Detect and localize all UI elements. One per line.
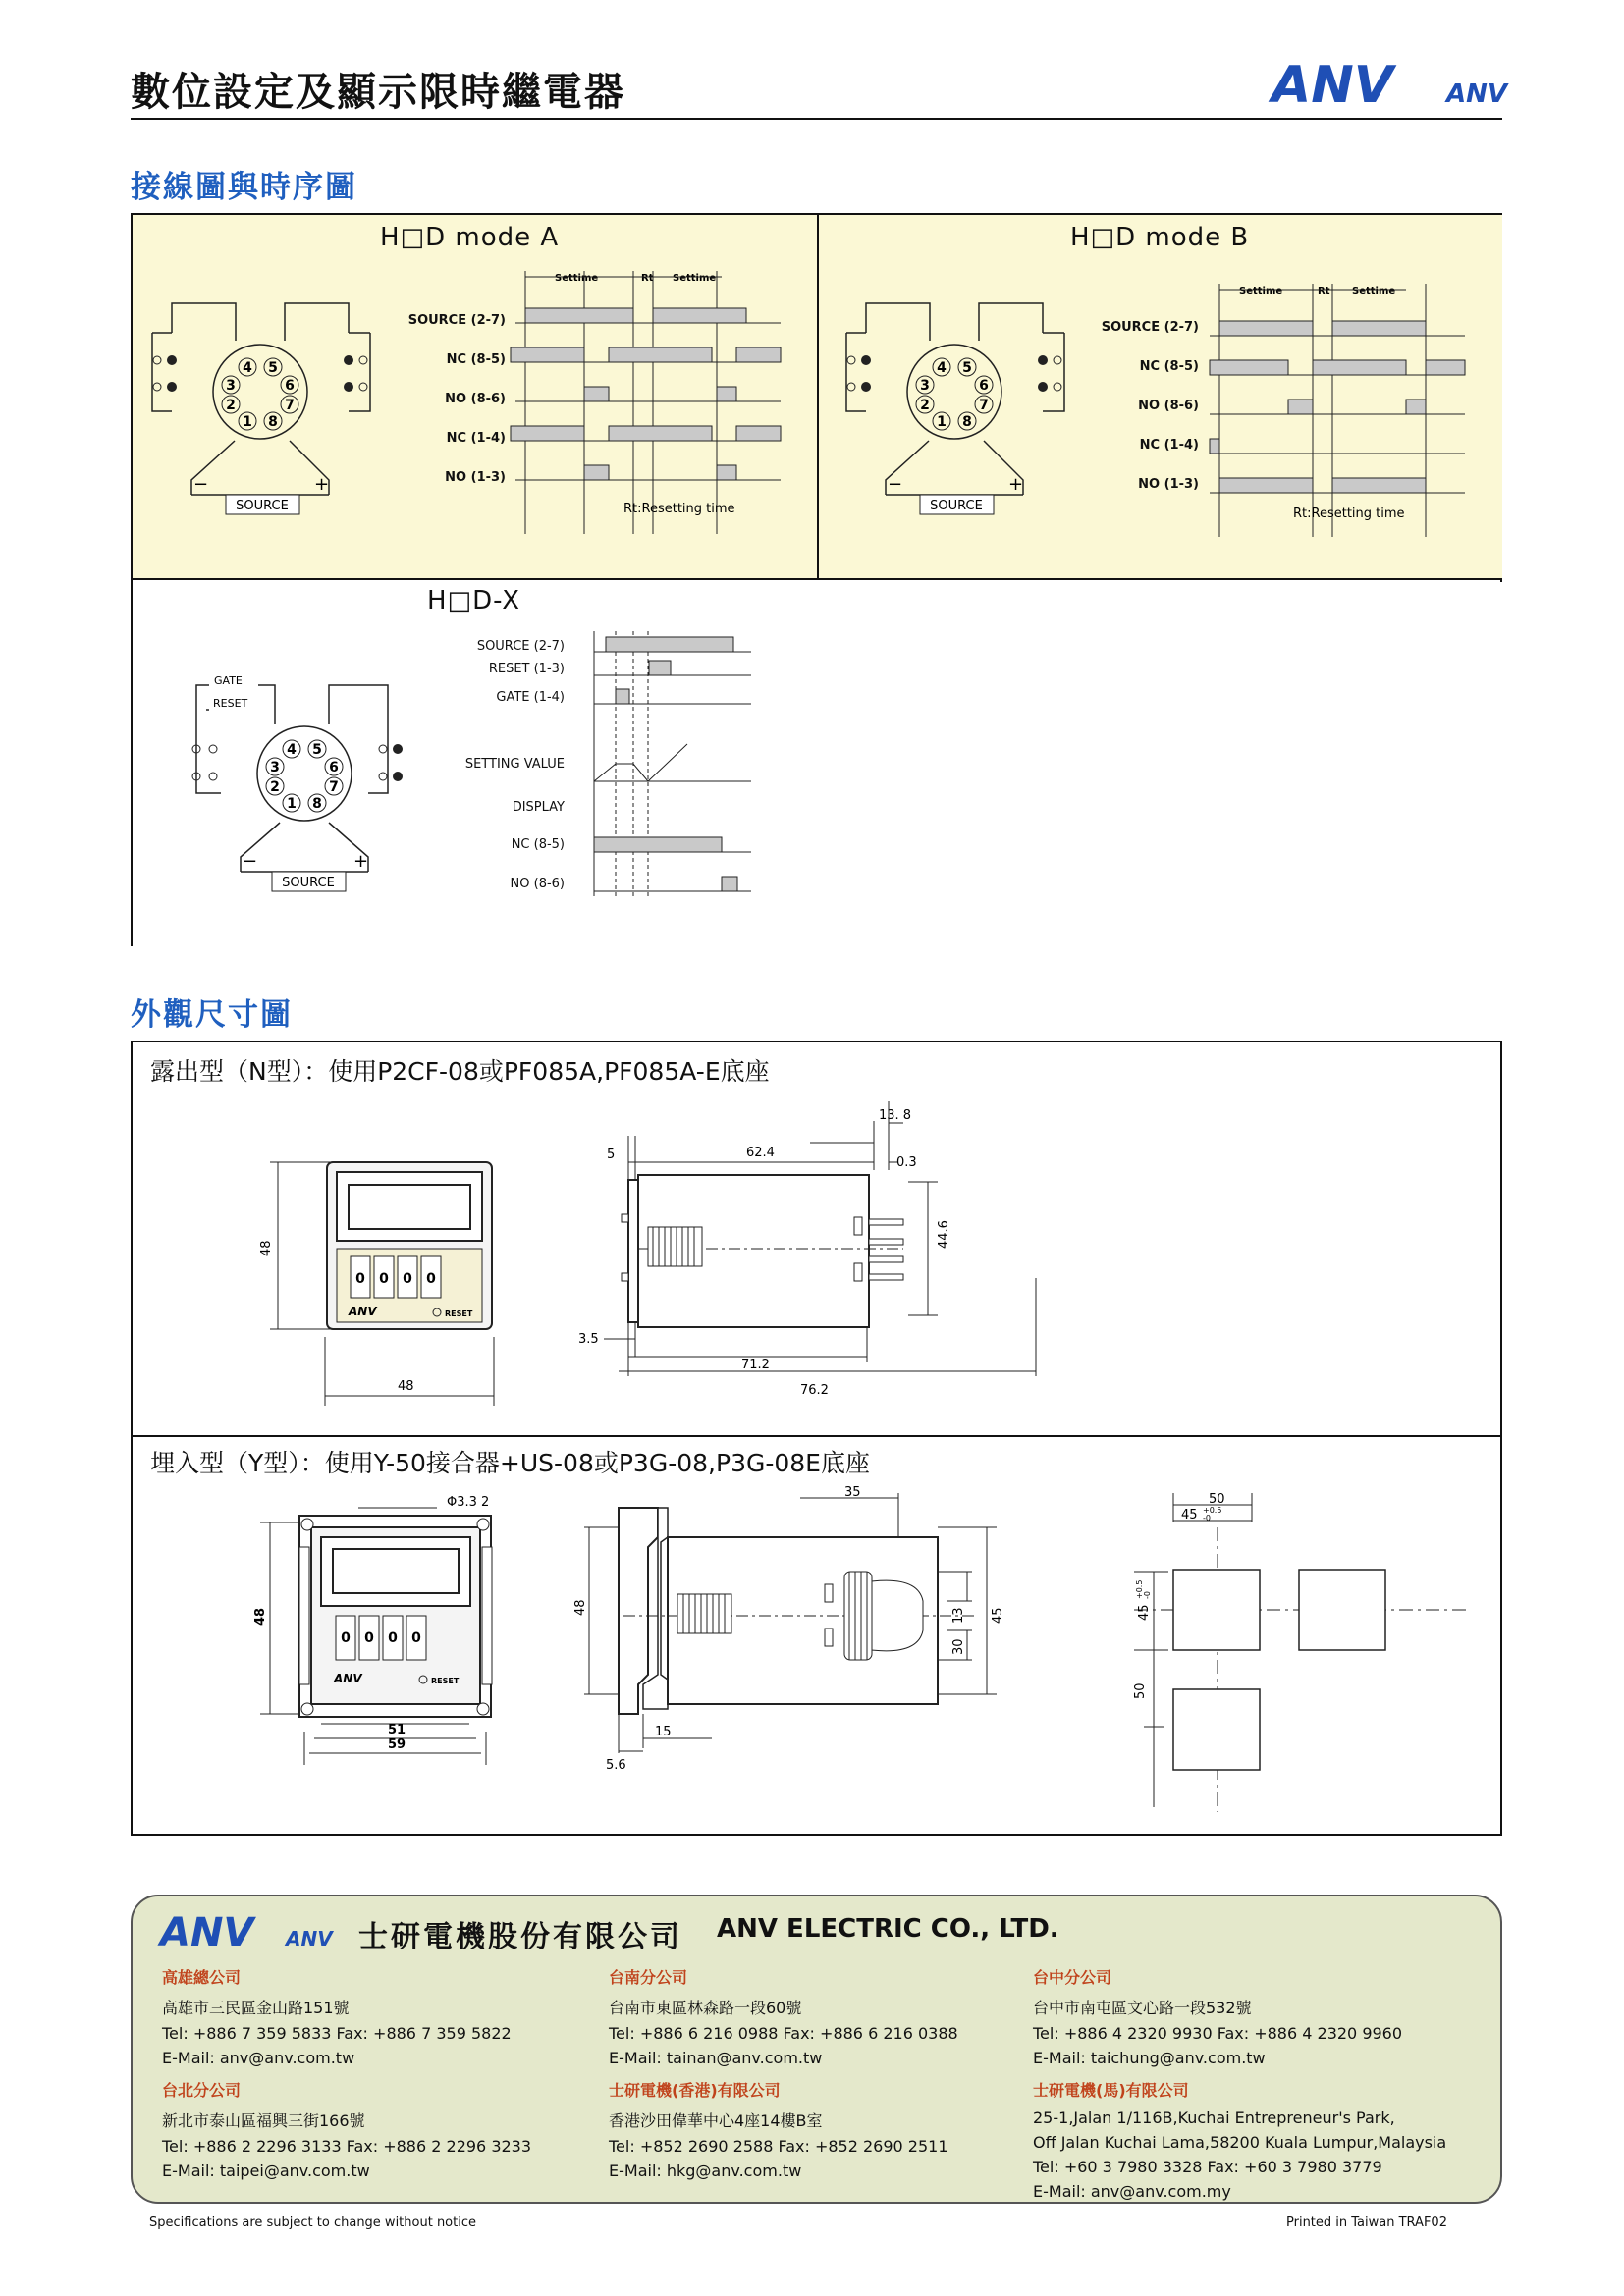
mode-a-source-label: SOURCE: [236, 499, 289, 513]
branch-tainan: [609, 1965, 958, 2067]
svg-text:0: 0: [355, 1271, 365, 1287]
mode-a-note: Rt:Resetting time: [623, 502, 735, 516]
branch-hongkong: [609, 2078, 948, 2180]
type-y-dim-30: 30: [951, 1638, 966, 1655]
mode-x-terminal-1: 1: [287, 796, 297, 812]
mode-x-source-label: SOURCE: [282, 876, 335, 890]
type-y-cutout-tol-plus-side: +0.5: [1135, 1579, 1144, 1599]
mode-b-settime-1: Settime: [1239, 286, 1283, 296]
branch-address: 高雄市三民區金山路151號: [162, 1999, 350, 2017]
type-n-dim-5: 5: [607, 1148, 616, 1162]
type-n-front-reset: RESET: [445, 1309, 473, 1318]
mode-x-terminal-5: 5: [312, 742, 322, 758]
mode-b-rt: Rt: [1318, 286, 1330, 296]
mode-a-terminal-5: 5: [268, 360, 278, 376]
mode-x-title: H□D-X: [427, 586, 521, 615]
anv-logo-icon: [1272, 56, 1508, 115]
footer-anv-logo-icon: [160, 1910, 356, 1955]
branch-title: 台南分公司: [609, 1968, 688, 1987]
type-n-dim-13-8: 13. 8: [879, 1108, 912, 1123]
svg-text:0: 0: [426, 1271, 436, 1287]
company-name-zh: 士研電機股份有限公司: [358, 1920, 682, 1954]
mode-b-signal-no-8-6: NO (8-6): [1138, 399, 1199, 413]
mode-b-terminal-4: 4: [937, 360, 947, 376]
branch-title: 高雄總公司: [162, 1968, 242, 1987]
type-y-dim-59: 59: [388, 1737, 406, 1752]
svg-text:0: 0: [411, 1630, 421, 1646]
type-y-cutout-50-top: 50: [1209, 1492, 1225, 1507]
mode-b-terminal-8: 8: [962, 414, 972, 430]
mode-a-terminal-8: 8: [268, 414, 278, 430]
mode-x-signal-nc-8-5: NC (8-5): [511, 837, 565, 852]
disclaimer-note: Specifications are subject to change without notice: [149, 2216, 476, 2230]
mode-a-terminal-6: 6: [285, 378, 295, 394]
type-y-front-brand: ANV: [334, 1672, 362, 1685]
branch-taichung: [1033, 1965, 1402, 2067]
type-y-dim-phi: Φ3.3 2: [447, 1495, 490, 1510]
mode-x-plus: +: [353, 851, 369, 872]
mode-b-terminal-6: 6: [979, 378, 989, 394]
mode-x-socket-diagram: [191, 670, 427, 896]
branch-email: E-Mail: taichung@anv.com.tw: [1033, 2049, 1266, 2067]
mode-x-terminal-4: 4: [287, 742, 297, 758]
mode-a-cell: [133, 215, 819, 580]
svg-text:0: 0: [388, 1630, 398, 1646]
branch-phone: Tel: +886 2 2296 3133 Fax: +886 2 2296 3233: [162, 2137, 532, 2156]
type-n-row: [133, 1042, 1502, 1437]
type-y-dim-45: 45: [991, 1607, 1005, 1624]
mode-b-signal-nc-1-4: NC (1-4): [1139, 438, 1199, 453]
brand-logo: [1272, 56, 1508, 115]
type-n-dim-71-2: 71.2: [741, 1358, 770, 1372]
mode-a-signal-no-1-3: NO (1-3): [445, 470, 506, 485]
footer-brand-small: ANV: [286, 1927, 333, 1950]
type-n-dim-3-5: 3.5: [578, 1332, 599, 1347]
svg-text:0: 0: [379, 1271, 389, 1287]
mode-a-signal-source: SOURCE (2-7): [407, 313, 506, 328]
svg-text:0: 0: [341, 1630, 351, 1646]
branch-address-2: Off Jalan Kuchai Lama,58200 Kuala Lumpur,Malaysia: [1033, 2133, 1447, 2152]
type-n-dim-76-2: 76.2: [800, 1383, 829, 1398]
branch-kaohsiung: [162, 1965, 512, 2067]
type-n-title: 露出型（N型）：使用P2CF-08或PF085A,PF085A-E底座: [150, 1057, 770, 1086]
mode-a-terminal-2: 2: [226, 398, 236, 413]
branch-phone: Tel: +886 6 216 0988 Fax: +886 6 216 0388: [609, 2024, 958, 2043]
dimension-section-title: 外觀尺寸圖: [131, 997, 293, 1033]
footer-contact-box: [131, 1895, 1502, 2204]
mode-x-terminal-3: 3: [270, 760, 280, 775]
branch-email: E-Mail: anv@anv.com.tw: [162, 2049, 355, 2067]
mode-a-settime-1: Settime: [555, 273, 599, 284]
mode-a-terminal-3: 3: [226, 378, 236, 394]
type-y-cutout-50-side: 50: [1133, 1682, 1148, 1699]
mode-x-terminal-7: 7: [329, 779, 339, 795]
mode-a-minus: −: [193, 474, 209, 495]
type-y-cutout-tol-minus-top: -0: [1203, 1514, 1211, 1522]
mode-a-timing-chart: [525, 269, 790, 514]
branch-title: 士研電機(馬)有限公司: [1033, 2081, 1189, 2100]
mode-a-rt: Rt: [641, 273, 654, 284]
branch-address: 台南市東區林森路一段60號: [609, 1999, 802, 2017]
mode-a-settime-2: Settime: [673, 273, 717, 284]
branch-taipei: [162, 2078, 531, 2180]
type-n-front-brand: ANV: [349, 1305, 377, 1318]
branch-address: 台中市南屯區文心路一段532號: [1033, 1999, 1252, 2017]
type-n-front-view: [250, 1111, 506, 1396]
branch-malaysia: [1033, 2078, 1446, 2201]
branch-phone: Tel: +60 3 7980 3328 Fax: +60 3 7980 3779: [1033, 2158, 1382, 2176]
type-y-cutout-tol-minus-side: -0: [1143, 1591, 1152, 1599]
mode-b-note: Rt:Resetting time: [1293, 507, 1405, 521]
branch-phone: Tel: +852 2690 2588 Fax: +852 2690 2511: [609, 2137, 948, 2156]
type-y-dim-51: 51: [388, 1723, 406, 1737]
type-y-dim-35: 35: [844, 1485, 861, 1500]
mode-b-terminal-7: 7: [979, 398, 989, 413]
print-note: Printed in Taiwan TRAF02: [1286, 2216, 1447, 2230]
type-y-front-reset: RESET: [431, 1677, 460, 1685]
branch-email: E-Mail: hkg@anv.com.tw: [609, 2162, 802, 2180]
mode-x-timing-chart: [594, 631, 771, 896]
mode-x-signal-source: SOURCE (2-7): [476, 639, 565, 654]
mode-b-source-label: SOURCE: [930, 499, 983, 513]
mode-x-terminal-8: 8: [312, 796, 322, 812]
mode-b-terminal-1: 1: [937, 414, 947, 430]
mode-x-terminal-6: 6: [329, 760, 339, 775]
mode-x-signal-display: DISPLAY: [512, 800, 565, 815]
wiring-panel: [131, 213, 1502, 946]
mode-a-terminal-4: 4: [243, 360, 252, 376]
mode-b-title: H□D mode B: [1070, 223, 1250, 252]
mode-x-signal-reset: RESET (1-3): [488, 662, 565, 676]
type-y-front-height: 48: [253, 1607, 268, 1626]
header-rule: [131, 118, 1502, 120]
type-n-side-view: [565, 1082, 1114, 1406]
mode-a-signal-no-8-6: NO (8-6): [445, 392, 506, 406]
mode-a-socket-diagram: [152, 294, 378, 513]
mode-x-reset-label: RESET: [213, 697, 248, 710]
mode-a-terminal-7: 7: [285, 398, 295, 413]
brand-small-text: ANV: [1446, 80, 1508, 109]
mode-a-terminal-1: 1: [243, 414, 252, 430]
svg-text:0: 0: [364, 1630, 374, 1646]
footer-brand-text: ANV: [160, 1910, 254, 1955]
company-name-en: ANV ELECTRIC CO., LTD.: [717, 1914, 1059, 1944]
mode-a-signal-nc-1-4: NC (1-4): [446, 431, 506, 446]
mode-b-timing-chart: [1219, 282, 1477, 527]
mode-a-plus: +: [314, 474, 330, 495]
mode-a-signal-nc-8-5: NC (8-5): [446, 352, 506, 367]
branch-phone: Tel: +886 7 359 5833 Fax: +886 7 359 5822: [162, 2024, 512, 2043]
mode-x-signal-no-8-6: NO (8-6): [510, 877, 565, 891]
mode-x-signal-gate: GATE (1-4): [496, 690, 565, 705]
page-title: 數位設定及顯示限時繼電器: [131, 70, 625, 115]
type-y-dim-13: 13: [951, 1607, 966, 1624]
type-n-front-height: 48: [259, 1240, 274, 1256]
brand-text: ANV: [1272, 56, 1394, 115]
type-y-panel-cutout: [1114, 1473, 1488, 1807]
mode-b-signal-source: SOURCE (2-7): [1101, 320, 1199, 335]
type-y-side-view: [573, 1478, 1193, 1802]
mode-b-settime-2: Settime: [1352, 286, 1396, 296]
branch-email: E-Mail: anv@anv.com.my: [1033, 2182, 1231, 2201]
type-n-dim-44-6: 44.6: [937, 1220, 951, 1249]
branch-email: E-Mail: taipei@anv.com.tw: [162, 2162, 370, 2180]
branch-title: 士研電機(香港)有限公司: [609, 2081, 781, 2100]
mode-b-plus: +: [1008, 474, 1024, 495]
dimension-panel: [131, 1041, 1502, 1836]
type-y-cutout-45-side: 45: [1137, 1604, 1152, 1621]
mode-b-signal-no-1-3: NO (1-3): [1138, 477, 1199, 492]
mode-b-signal-nc-8-5: NC (8-5): [1139, 359, 1199, 374]
type-y-dim-15: 15: [655, 1725, 672, 1739]
mode-x-terminal-2: 2: [270, 779, 280, 795]
type-n-dim-62-4: 62.4: [746, 1146, 775, 1160]
mode-x-cell: [133, 582, 1502, 946]
type-y-dim-5-6: 5.6: [606, 1758, 626, 1773]
type-y-row: [133, 1439, 1502, 1836]
branch-title: 台北分公司: [162, 2081, 242, 2100]
mode-b-terminal-2: 2: [920, 398, 930, 413]
branch-address: 新北市泰山區福興三街166號: [162, 2111, 365, 2130]
mode-a-title: H□D mode A: [380, 223, 560, 252]
type-y-side-height: 48: [573, 1599, 588, 1616]
svg-text:0: 0: [403, 1271, 412, 1287]
branch-title: 台中分公司: [1033, 1968, 1112, 1987]
mode-b-minus: −: [888, 474, 903, 495]
mode-x-minus: −: [243, 851, 258, 872]
mode-x-signal-setting-value: SETTING VALUE: [464, 757, 565, 772]
branch-address: 香港沙田偉華中心4座14樓B室: [609, 2111, 823, 2130]
mode-b-socket-diagram: [846, 294, 1072, 513]
mode-b-cell: [819, 215, 1502, 580]
mode-x-gate-label: GATE: [214, 674, 243, 687]
branch-address-1: 25-1,Jalan 1/116B,Kuchai Entrepreneur's Park,: [1033, 2109, 1395, 2127]
branch-email: E-Mail: tainan@anv.com.tw: [609, 2049, 823, 2067]
branch-phone: Tel: +886 4 2320 9930 Fax: +886 4 2320 9960: [1033, 2024, 1403, 2043]
mode-b-terminal-5: 5: [962, 360, 972, 376]
type-n-front-width: 48: [398, 1379, 414, 1394]
type-n-dim-0-3: 0.3: [896, 1155, 917, 1170]
mode-b-terminal-3: 3: [920, 378, 930, 394]
type-y-title: 埋入型（Y型）：使用Y-50接合器+US-08或P3G-08,P3G-08E底座: [150, 1449, 870, 1477]
type-y-cutout-45-top: 45: [1181, 1508, 1198, 1522]
type-y-front-view: [241, 1488, 525, 1783]
wiring-section-title: 接線圖與時序圖: [131, 170, 357, 205]
type-y-cutout-tol-plus-top: +0.5: [1203, 1506, 1222, 1515]
